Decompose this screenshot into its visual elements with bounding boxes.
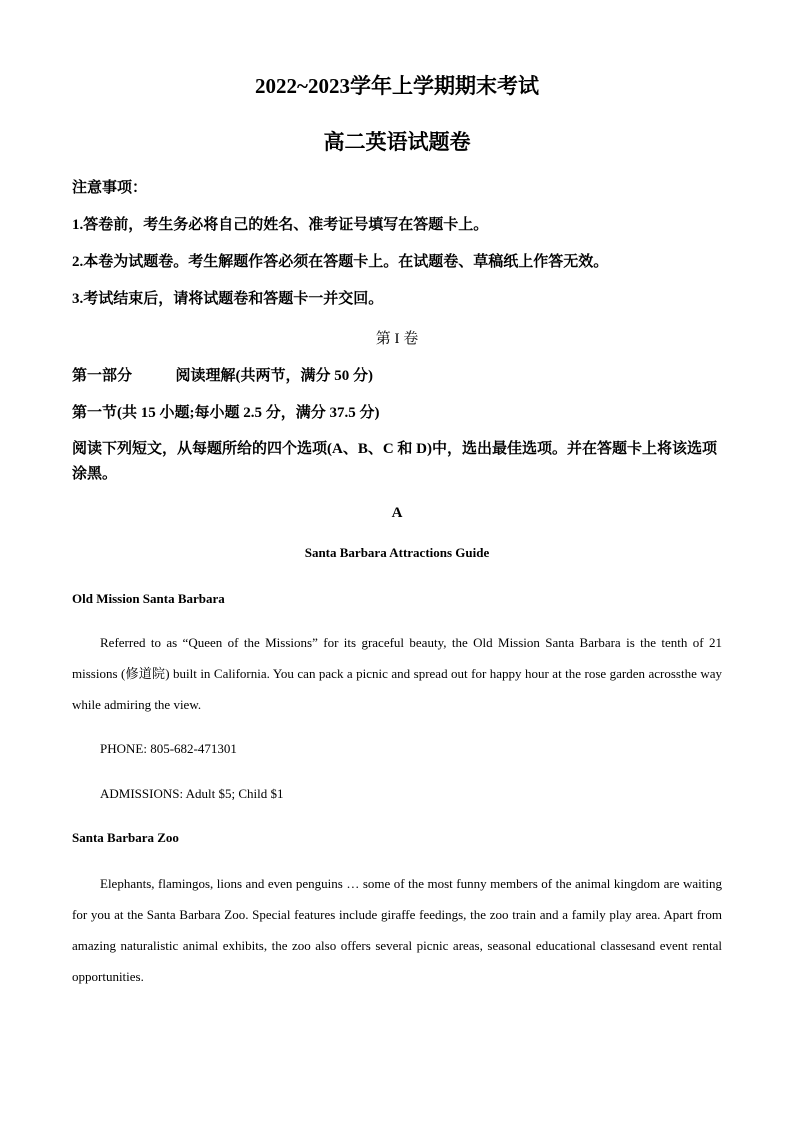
passage-title: Santa Barbara Attractions Guide — [304, 545, 490, 560]
exam-subtitle: 高二英语试题卷 — [323, 130, 471, 154]
section-heading: 第一节(共 15 小题;每小题 2.5 分，满分 37.5 分) — [72, 405, 380, 421]
note-item-3: 3.考试结束后，请将试题卷和答题卡一并交回。 — [72, 291, 384, 307]
attraction-heading-zoo: Santa Barbara Zoo — [72, 830, 179, 845]
attraction-text-mission: Referred to as “Queen of the Missions” for its graceful beauty, the Old Mission Santa Barbara is the tenth of 21 missions (修道院) built in California. You can pack a picnic and spread out for happy hour at the rose garden acrossthe way while admiring the view. — [72, 635, 722, 712]
part-heading — [72, 364, 722, 385]
exam-title: 2022~2023学年上学期期末考试 — [255, 74, 539, 98]
instructions: 阅读下列短文，从每题所给的四个选项(A、B、C 和 D)中，选出最佳选项。并在答题卡上将该选项涂黑。 — [72, 441, 717, 482]
mission-admissions: ADMISSIONS: Adult $5; Child $1 — [100, 786, 284, 801]
part-label: 第一部分 — [72, 368, 133, 384]
attraction-text-zoo: Elephants, flamingos, lions and even penguins … some of the most funny members of the animal kingdom are waiting for you at the Santa Barbara Zoo. Special features include giraffe feedings, the zoo train and a family play area. Apart from amazing naturalistic animal exhibits, the zoo also offers several picnic areas, seasonal educational classesand event rental opportunities. — [72, 876, 722, 984]
note-item-2: 2.本卷为试题卷。考生解题作答必须在答题卡上。在试题卷、草稿纸上作答无效。 — [72, 254, 609, 270]
note-item-1: 1.答卷前，考生务必将自己的姓名、准考证号填写在答题卡上。 — [72, 217, 489, 233]
passage-letter: A — [391, 505, 403, 521]
mission-phone: PHONE: 805-682-471301 — [100, 741, 237, 756]
notes-heading: 注意事项： — [72, 180, 148, 196]
volume-label: 第 I 卷 — [375, 331, 419, 347]
attraction-heading-mission: Old Mission Santa Barbara — [72, 591, 225, 606]
part-title: 阅读理解(共两节，满分 50 分) — [175, 368, 374, 384]
